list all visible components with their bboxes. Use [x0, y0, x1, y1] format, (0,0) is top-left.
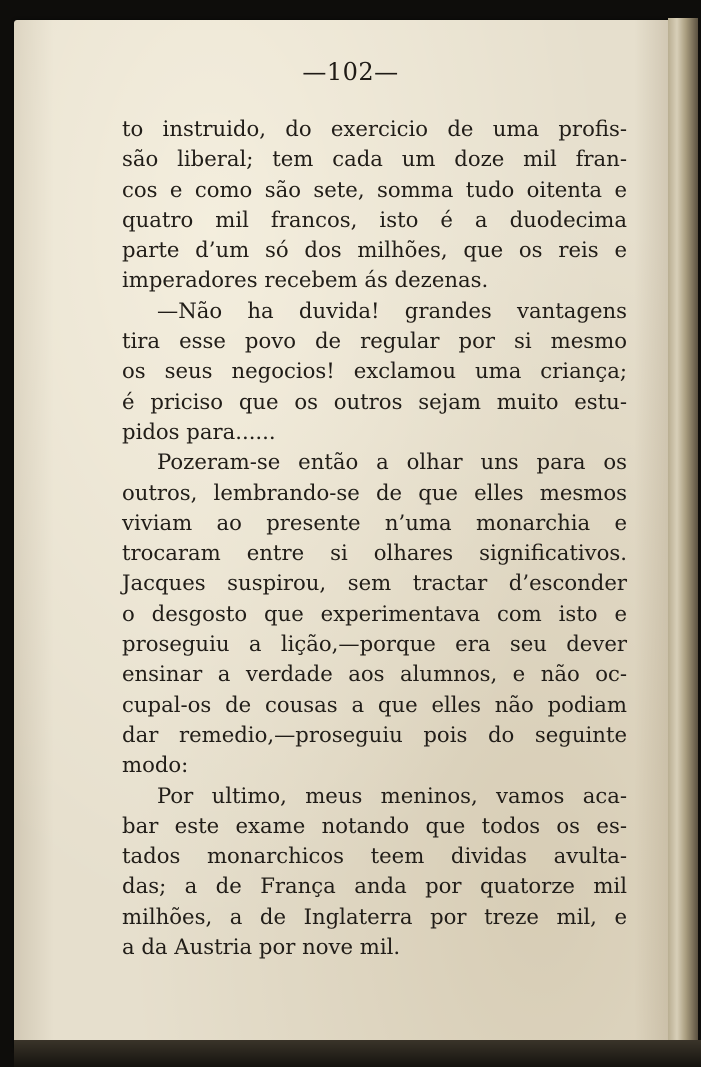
page-number: —102—: [302, 58, 399, 86]
text-line: os seus negocios! exclamou uma criança;: [122, 358, 627, 384]
text-line: tira esse povo de regular por si mesmo: [122, 328, 627, 354]
text-line: Pozeram-se então a olhar uns para os: [157, 449, 627, 475]
text-line: são liberal; tem cada um doze mil fran-: [122, 146, 627, 172]
body-text: [122, 114, 627, 962]
text-line: proseguiu a lição,—porque era seu dever: [122, 631, 627, 657]
text-line: dar remedio,—proseguiu pois do seguinte: [122, 721, 627, 747]
text-line: Por ultimo, meus meninos, vamos aca-: [157, 782, 627, 808]
text-line: das; a de França anda por quatorze mil: [122, 873, 627, 899]
text-line: milhões, a de Inglaterra por treze mil, e: [122, 903, 627, 929]
text-line: modo:: [122, 752, 189, 778]
text-line: outros, lembrando-se de que elles mesmos: [122, 479, 627, 505]
text-line: to instruido, do exercicio de uma profis-: [122, 116, 627, 141]
text-line: cupal-os de cousas a que elles não podiam: [122, 691, 627, 717]
text-line: pidos para......: [122, 418, 276, 444]
text-line: o desgosto que experimentava com isto e: [122, 600, 627, 626]
text-line: ensinar a verdade aos alumnos, e não oc-: [122, 661, 627, 687]
text-line: quatro mil francos, isto é a duodecima: [122, 206, 627, 232]
text-line: parte d’um só dos milhões, que os reis e: [122, 237, 627, 263]
text-line: bar este exame notando que todos os es-: [122, 812, 627, 838]
page-edge-right: [668, 18, 698, 1058]
text-line: trocaram entre si olhares significativos.: [122, 540, 627, 566]
text-line: a da Austria por nove mil.: [122, 934, 401, 960]
text-line: cos e como são sete, somma tudo oitenta e: [122, 176, 627, 202]
text-line: é priciso que os outros sejam muito estu-: [122, 388, 627, 414]
text-line: imperadores recebem ás dezenas.: [122, 267, 489, 293]
text-line: tados monarchicos teem dividas avulta-: [122, 843, 627, 869]
text-line: Jacques suspirou, sem tractar d’esconder: [122, 570, 627, 596]
text-line: viviam ao presente n’uma monarchia e: [122, 509, 627, 535]
text-line: —Não ha duvida! grandes vantagens: [157, 297, 627, 323]
page-edge-bottom: [14, 1040, 701, 1067]
